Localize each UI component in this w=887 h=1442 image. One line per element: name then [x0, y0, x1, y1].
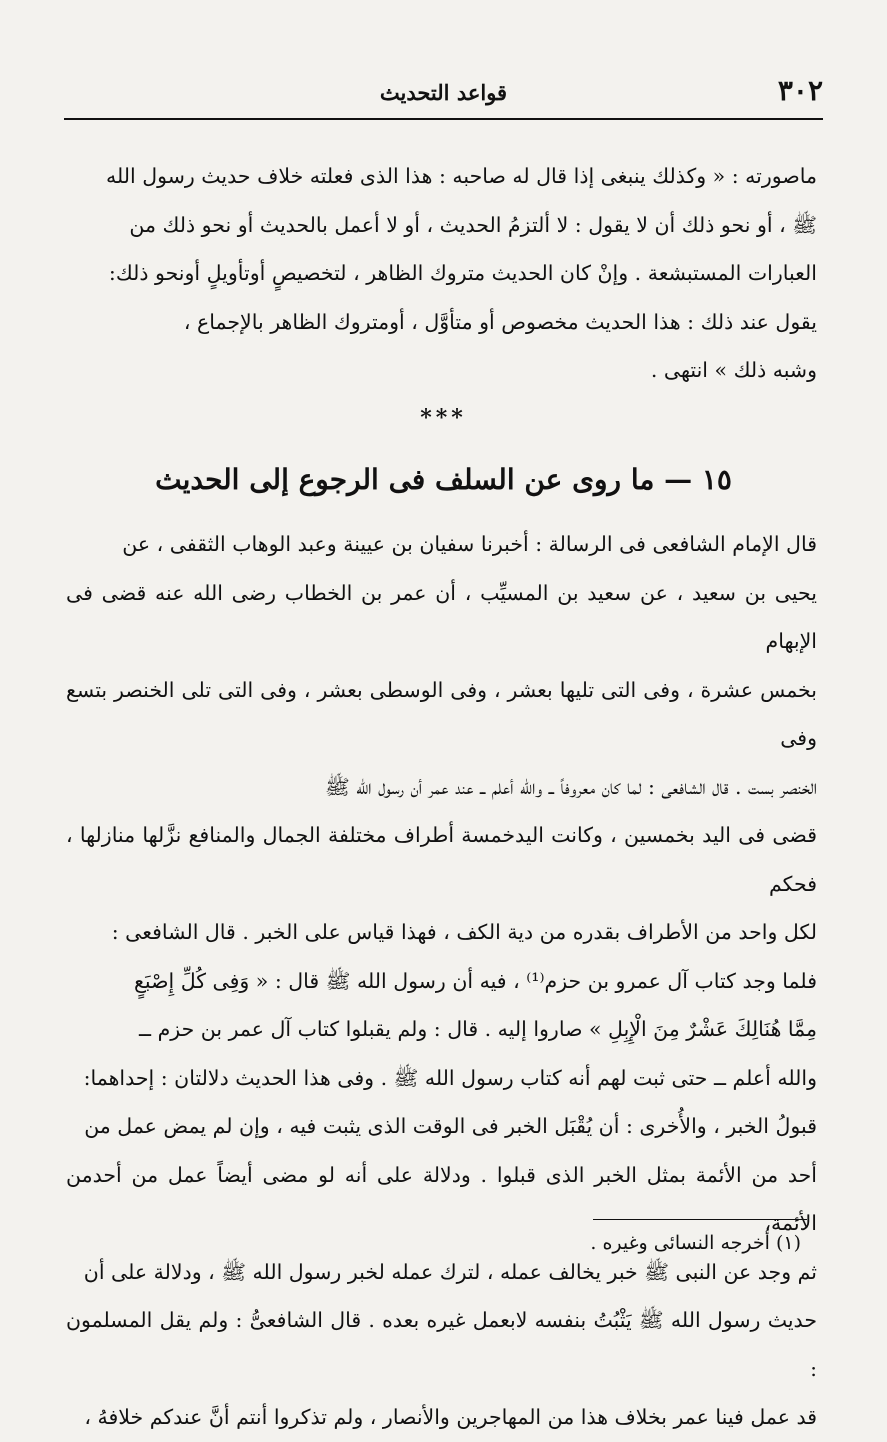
- page-number: ٣٠٢: [777, 74, 823, 107]
- footnote: (١) أخرجه النسائى وغيره .: [590, 1232, 801, 1254]
- footnote-rule: [593, 1219, 807, 1220]
- section-heading: ١٥ — ما روى عن السلف فى الرجوع إلى الحديث: [155, 463, 732, 496]
- section-separator: ***: [420, 405, 467, 431]
- header-rule: [64, 118, 823, 120]
- paragraph-main: قال الإمام الشافعى فى الرسالة : أخبرنا سفيان بن عيينة وعبد الوهاب الثقفى ، عن يحيى بن سعيد ، عن سعيد بن المسيِّب ، أن عمر بن الخطاب رضى الله عنه قضى فى الإبهام بخمس عشرة ، وفى التى تليها بعشر ، وفى الوسطى بعشر ، وفى التى تلى الخنصر بتسع وفى الخنصر بست . قال الشافعى : لما كان معروفاً ــ والله أعلم ــ عند عمر أن رسول الله ﷺ قضى فى اليد بخمسين ، وكانت اليدخمسة أطراف مختلفة الجمال والمنافع نزَّلها منازلها ، فحكم لكل واحد من الأطراف بقدره من دية الكف ، فهذا قياس على الخبر . قال الشافعى : فلما وجد كتاب آل عمرو بن حزم⁽¹⁾ ، فيه أن رسول الله ﷺ قال : « وَفِى كُلِّ إِصْبَعٍ مِمَّا هُنَالِكَ عَشْرٌ مِنَ الْإِبِلِ » صاروا إليه . قال : ولم يقبلوا كتاب آل عمر بن حزم ــ والله أعلم ــ حتى ثبت لهم أنه كتاب رسول الله ﷺ . وفى هذا الحديث دلالتان : إحداهما: قبولُ الخبر ، والأُخرى : أن يُقْبَل الخبر فى الوقت الذى يثبت فيه ، وإن لم يمض عمل من أحد من الأئمة بمثل الخبر الذى قبلوا . ودلالة على أنه لو مضى أيضاً عمل من أحدمن الأئمة، ثم وجد عن النبى ﷺ خبر يخالف عمله ، لترك عمله لخبر رسول الله ﷺ ، ودلالة على أن حديث رسول الله ﷺ يَثْبُتُ بنفسه لابعمل غيره بعده . قال الشافعىُّ : ولم يقل المسلمون : قد عمل فينا عمر بخلاف هذا من المهاجرين والأنصار ، ولم تذكروا أنتم أنَّ عندكم خلافهُ ،: [66, 532, 817, 1429]
- running-title: قواعد التحديث: [379, 80, 508, 105]
- running-header: [64, 72, 823, 120]
- paragraph-top: ماصورته : « وكذلك ينبغى إذا قال له صاحبه : هذا الذى فعلته خلاف حديث رسول الله ﷺ ، أو نحو ذلك أن لا يقول : لا ألتزمُ الحديث ، أو لا أعمل بالحديث أو نحو ذلك من العبارات المستبشعة . وإنْ كان الحديث متروك الظاهر ، لتخصيصٍ أوتأويلٍ أونحو ذلك: يقول عند ذلك : هذا الحديث مخصوص أو متأوَّل ، أومتروك الظاهر بالإجماع ، وشبه ذلك » انتهى .: [105, 164, 817, 382]
